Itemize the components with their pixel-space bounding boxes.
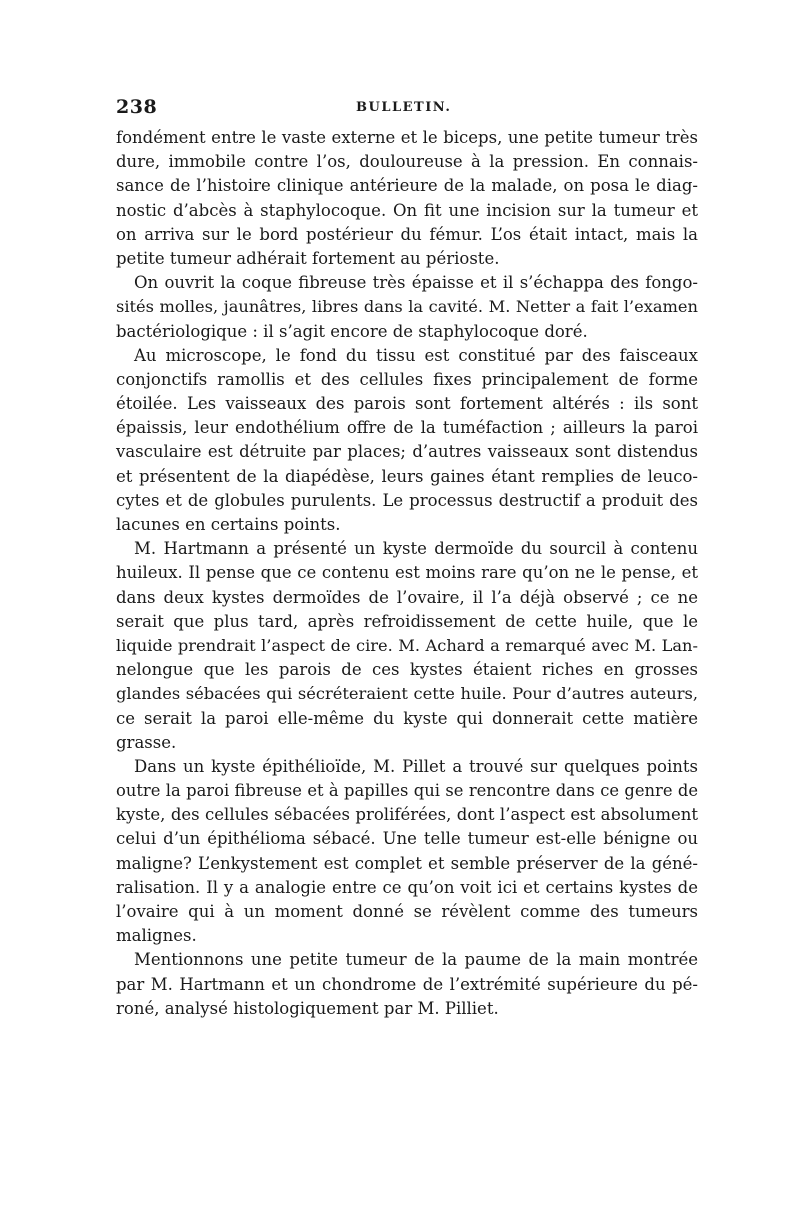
paragraph-6 <box>116 948 698 1021</box>
text-line: celui d’un épithélioma sébacé. Une telle tumeur est-elle bénigne ou <box>116 829 698 849</box>
text-line: conjonctifs ramollis et des cellules fixes principalement de forme <box>116 369 698 389</box>
text-line: étoilée. Les vaisseaux des parois sont fortement altérés : ils sont <box>116 394 698 414</box>
page-number: 238 <box>116 96 158 118</box>
text-line: grasse. <box>116 732 177 752</box>
paragraph-4 <box>116 537 698 755</box>
text-line: épaissis, leur endothélium offre de la tuméfaction ; ailleurs la paroi <box>116 418 698 438</box>
body-text <box>116 126 698 1021</box>
text-line: M. Hartmann a présenté un kyste dermoïde du sourcil à contenu <box>134 539 698 559</box>
text-line: sance de l’histoire clinique antérieure de la malade, on posa le diag- <box>116 176 698 196</box>
text-line: kyste, des cellules sébacées proliférées, dont l’aspect est absolument <box>116 805 698 825</box>
text-line: On ouvrit la coque fibreuse très épaisse et il s’échappa des fongo- <box>134 273 698 293</box>
text-line: petite tumeur adhérait fortement au périoste. <box>116 248 500 268</box>
running-title: BULLETIN. <box>356 100 452 115</box>
text-line: outre la paroi fibreuse et à papilles qui se rencontre dans ce genre de <box>116 781 698 801</box>
text-line: huileux. Il pense que ce contenu est moins rare qu’on ne le pense, et <box>116 563 698 583</box>
text-line: liquide prendrait l’aspect de cire. M. Achard a remarqué avec M. Lan- <box>116 635 698 655</box>
text-line: et présentent de la diapédèse, leurs gaines étant remplies de leuco- <box>116 466 698 486</box>
text-line: Dans un kyste épithélioïde, M. Pillet a trouvé sur quelques points <box>134 756 698 776</box>
text-line: fondément entre le vaste externe et le biceps, une petite tumeur très <box>116 128 698 147</box>
paragraph-2 <box>116 271 698 344</box>
running-head <box>116 96 698 122</box>
text-line: on arriva sur le bord postérieur du fémur. L’os était intact, mais la <box>116 224 698 244</box>
text-line: ce serait la paroi elle-même du kyste qui donnerait cette matière <box>116 708 698 728</box>
text-line: par M. Hartmann et un chondrome de l’extrémité supérieure du pé- <box>116 974 698 994</box>
text-line: vasculaire est détruite par places; d’autres vaisseaux sont distendus <box>116 442 698 462</box>
text-line: roné, analysé histologiquement par M. Pilliet. <box>116 998 499 1018</box>
text-line: Mentionnons une petite tumeur de la paume de la main montrée <box>134 950 698 970</box>
text-line: bactériologique : il s’agit encore de staphylocoque doré. <box>116 321 588 341</box>
text-line: dans deux kystes dermoïdes de l’ovaire, il l’a déjà observé ; ce ne <box>116 587 698 607</box>
text-line: l’ovaire qui à un moment donné se révèlent comme des tumeurs <box>116 902 698 921</box>
text-line: nelongue que les parois de ces kystes étaient riches en grosses <box>116 660 698 680</box>
paragraph-3 <box>116 344 698 538</box>
text-line: serait que plus tard, après refroidissement de cette huile, que le <box>116 611 698 631</box>
paragraph-5 <box>116 755 698 949</box>
text-line: maligne? L’enkystement est complet et semble préserver de la géné- <box>116 853 698 873</box>
paragraph-1 <box>116 126 698 271</box>
text-line: malignes. <box>116 926 197 946</box>
text-line: ralisation. Il y a analogie entre ce qu’on voit ici et certains kystes de <box>116 877 698 897</box>
text-line: cytes et de globules purulents. Le processus destructif a produit des <box>116 490 698 510</box>
text-line: glandes sébacées qui sécréteraient cette huile. Pour d’autres auteurs, <box>116 684 698 704</box>
text-line: lacunes en certains points. <box>116 515 341 534</box>
text-line: Au microscope, le fond du tissu est constitué par des faisceaux <box>134 345 698 365</box>
text-line: sités molles, jaunâtres, libres dans la cavité. M. Netter a fait l’examen <box>116 297 698 317</box>
text-line: nostic d’abcès à staphylocoque. On fit une incision sur la tumeur et <box>116 200 698 220</box>
text-line: dure, immobile contre l’os, douloureuse à la pression. En connais- <box>116 152 698 172</box>
